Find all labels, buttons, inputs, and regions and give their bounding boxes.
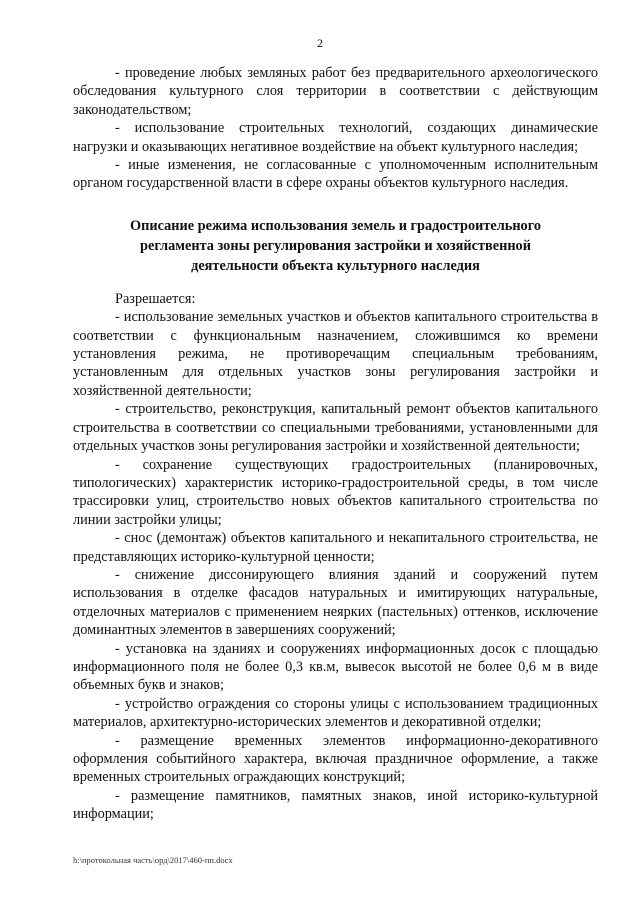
allowed-item: - размещение временных элементов информационно-декоративного оформления событийного характера, включая праздничное оформление, а также временных строительных ограждающих конструкций; <box>73 732 598 786</box>
allowed-item: - устройство ограждения со стороны улицы с использованием традиционных материалов, архитектурно-исторических элементов и декоративной отделки; <box>73 695 598 731</box>
allowed-item: - снижение диссонирующего влияния зданий и сооружений путем использования в отделке фасадов натуральных и имитирующих натуральные, отделочных материалов с применением неярких (пастельных) оттенков, исключение доминантных элементов в завершениях сооружений; <box>73 566 598 639</box>
section-heading-line: деятельности объекта культурного наследия <box>191 257 480 274</box>
allowed-item: - размещение памятников, памятных знаков, иной историко-культурной информации; <box>73 787 598 823</box>
intro-item: - проведение любых земляных работ без предварительного археологического обследования культурного слоя территории в соответствии с действующим законодательством; <box>73 65 598 118</box>
allowed-item: - установка на зданиях и сооружениях информационных досок с площадью информационного поля не более 0,3 кв.м, вывесок высотой не более 0,6 м в виде объемных букв и знаков; <box>73 640 598 694</box>
document-body <box>73 64 598 824</box>
section-heading-line: регламента зоны регулирования застройки и хозяйственной <box>140 237 531 254</box>
intro-item: - использование строительных технологий, создающих динамические нагрузки и оказывающих негативное воздействие на объект культурного наследия; <box>73 120 598 155</box>
allowed-label: Разрешается: <box>115 290 196 307</box>
intro-item: - иные изменения, не согласованные с уполномоченным исполнительным органом государственной власти в сфере охраны объектов культурного наследия. <box>73 157 598 192</box>
allowed-item: - снос (демонтаж) объектов капитального и некапитального строительства, не представляющих историко-культурной ценности; <box>73 530 598 565</box>
section-heading-line: Описание режима использования земель и градостроительного <box>129 217 541 234</box>
allowed-item: - использование земельных участков и объектов капитального строительства в соответствии с функциональным назначением, сложившимся ко времени установления режима, не противоречащим специальным требованиям, установленным для отдельных участков зоны регулирования застройки и хозяйственной деятельности; <box>73 309 598 399</box>
allowed-item: - строительство, реконструкция, капитальный ремонт объектов капитального строительства в соответствии со специальными требованиями, установленными для отдельных участков зоны регулирования застройки и хозяйственной деятельности; <box>73 401 598 455</box>
footer-file-path: h:\протокольная часть\орд\2017\460-пп.docx <box>73 855 233 865</box>
allowed-item: - сохранение существующих градостроительных (планировочных, типологических) характеристик историко-градостроительной среды, в том числе трассировки улиц, строительство новых объектов капитального строительства по линии застройки улицы; <box>73 456 598 528</box>
section-heading <box>73 216 598 276</box>
page-number: 2 <box>317 36 323 50</box>
